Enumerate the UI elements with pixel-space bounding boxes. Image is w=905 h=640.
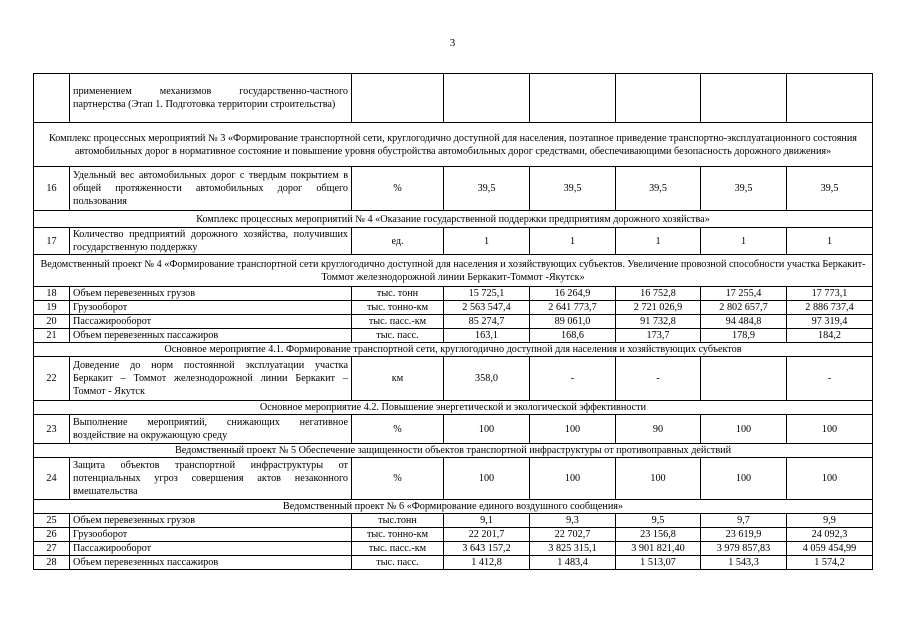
- value-cell: 100: [444, 458, 530, 500]
- value-cell: 24 092,3: [787, 528, 873, 542]
- unit-cell: тыс. тонно-км: [352, 528, 444, 542]
- section-title: Ведомственный проект № 4 «Формирование транспортной сети круглогодично доступной для населения и хозяйствующих субъектов. Увеличение провозной способности участка Беркакит-Томмот железнодорожной линии Беркакит-Томмот -Якутск»: [34, 255, 873, 287]
- value-cell: 3 825 315,1: [530, 542, 616, 556]
- indicator-name: Выполнение мероприятий, снижающих негативное воздействие на окружающую среду: [70, 415, 352, 444]
- indicator-name: применением механизмов государственно-частного партнерства (Этап 1. Подготовка территории строительства): [70, 74, 352, 123]
- row-number: 18: [34, 287, 70, 301]
- value-cell: 16 264,9: [530, 287, 616, 301]
- table-row: [34, 458, 873, 500]
- value-cell: [701, 357, 787, 401]
- value-cell: 16 752,8: [616, 287, 701, 301]
- indicator-name: Объем перевезенных пассажиров: [70, 556, 352, 570]
- value-cell: 3 979 857,83: [701, 542, 787, 556]
- row-number: 28: [34, 556, 70, 570]
- table-row: [34, 528, 873, 542]
- value-cell: 163,1: [444, 329, 530, 343]
- value-cell: 1 574,2: [787, 556, 873, 570]
- value-cell: 173,7: [616, 329, 701, 343]
- value-cell: 100: [616, 458, 701, 500]
- unit-cell: тыс. пасс.: [352, 329, 444, 343]
- indicator-name: Количество предприятий дорожного хозяйства, получивших государственную поддержку: [70, 228, 352, 255]
- row-number: 22: [34, 357, 70, 401]
- section-title: Ведомственный проект № 6 «Формирование единого воздушного сообщения»: [34, 500, 873, 514]
- unit-cell: [352, 74, 444, 123]
- value-cell: 17 255,4: [701, 287, 787, 301]
- unit-cell: км: [352, 357, 444, 401]
- value-cell: 3 643 157,2: [444, 542, 530, 556]
- value-cell: 178,9: [701, 329, 787, 343]
- indicator-name: Объем перевезенных пассажиров: [70, 329, 352, 343]
- value-cell: 23 619,9: [701, 528, 787, 542]
- value-cell: 100: [530, 458, 616, 500]
- value-cell: 39,5: [701, 167, 787, 211]
- value-cell: [701, 74, 787, 123]
- value-cell: [616, 74, 701, 123]
- value-cell: 100: [701, 415, 787, 444]
- indicator-name: Защита объектов транспортной инфраструктуры от потенциальных угроз совершения актов незаконного вмешательства: [70, 458, 352, 500]
- value-cell: 184,2: [787, 329, 873, 343]
- section-title: Основное мероприятие 4.2. Повышение энергетической и экологической эффективности: [34, 401, 873, 415]
- row-number: 26: [34, 528, 70, 542]
- value-cell: 100: [787, 458, 873, 500]
- section-row: [34, 444, 873, 458]
- value-cell: 100: [444, 415, 530, 444]
- value-cell: -: [530, 357, 616, 401]
- table-row: [34, 556, 873, 570]
- table-row: [34, 301, 873, 315]
- indicator-name: Доведение до норм постоянной эксплуатации участка Беркакит – Томмот железнодорожной линии Беркакит – Томмот - Якутск: [70, 357, 352, 401]
- value-cell: 9,1: [444, 514, 530, 528]
- value-cell: 1 543,3: [701, 556, 787, 570]
- unit-cell: тыс. пасс.-км: [352, 315, 444, 329]
- table-row: [34, 329, 873, 343]
- table-row: [34, 167, 873, 211]
- value-cell: 358,0: [444, 357, 530, 401]
- value-cell: 4 059 454,99: [787, 542, 873, 556]
- value-cell: 3 901 821,40: [616, 542, 701, 556]
- value-cell: [530, 74, 616, 123]
- section-title: Ведомственный проект № 5 Обеспечение защищенности объектов транспортной инфраструктуры от противоправных действий: [34, 444, 873, 458]
- section-row: [34, 401, 873, 415]
- value-cell: 2 563 547,4: [444, 301, 530, 315]
- value-cell: 1: [701, 228, 787, 255]
- row-number: 19: [34, 301, 70, 315]
- unit-cell: %: [352, 167, 444, 211]
- value-cell: 2 802 657,7: [701, 301, 787, 315]
- value-cell: 9,7: [701, 514, 787, 528]
- table-row: [34, 287, 873, 301]
- value-cell: 39,5: [616, 167, 701, 211]
- row-number: 16: [34, 167, 70, 211]
- value-cell: 1 513,07: [616, 556, 701, 570]
- value-cell: [444, 74, 530, 123]
- value-cell: 1: [787, 228, 873, 255]
- value-cell: 1: [616, 228, 701, 255]
- table-body: [34, 74, 873, 570]
- indicator-name: Объем перевезенных грузов: [70, 287, 352, 301]
- table-row: [34, 74, 873, 123]
- value-cell: 1 412,8: [444, 556, 530, 570]
- value-cell: 100: [787, 415, 873, 444]
- value-cell: 97 319,4: [787, 315, 873, 329]
- value-cell: 9,3: [530, 514, 616, 528]
- unit-cell: тыс. пасс.-км: [352, 542, 444, 556]
- value-cell: 100: [530, 415, 616, 444]
- section-row: [34, 255, 873, 287]
- value-cell: 1: [444, 228, 530, 255]
- section-row: [34, 123, 873, 167]
- value-cell: 2 641 773,7: [530, 301, 616, 315]
- value-cell: 100: [701, 458, 787, 500]
- value-cell: 1: [530, 228, 616, 255]
- value-cell: 9,9: [787, 514, 873, 528]
- indicator-name: Пассажирооборот: [70, 542, 352, 556]
- row-number: 25: [34, 514, 70, 528]
- value-cell: 22 201,7: [444, 528, 530, 542]
- value-cell: 85 274,7: [444, 315, 530, 329]
- row-number: 23: [34, 415, 70, 444]
- indicator-name: Удельный вес автомобильных дорог с твердым покрытием в общей протяженности автомобильных дорог общего пользования: [70, 167, 352, 211]
- table-row: [34, 357, 873, 401]
- unit-cell: %: [352, 458, 444, 500]
- section-row: [34, 343, 873, 357]
- row-number: 20: [34, 315, 70, 329]
- page-number: 3: [449, 37, 456, 49]
- value-cell: [787, 74, 873, 123]
- table-row: [34, 228, 873, 255]
- section-title: Комплекс процессных мероприятий № 4 «Оказание государственной поддержки предприятиям дорожного хозяйства»: [34, 211, 873, 228]
- value-cell: 22 702,7: [530, 528, 616, 542]
- section-title: Основное мероприятие 4.1. Формирование транспортной сети, круглогодично доступной для населения и хозяйствующих субъектов: [34, 343, 873, 357]
- table-row: [34, 542, 873, 556]
- indicator-name: Пассажирооборот: [70, 315, 352, 329]
- table-row: [34, 514, 873, 528]
- row-number: [34, 74, 70, 123]
- row-number: 21: [34, 329, 70, 343]
- value-cell: 91 732,8: [616, 315, 701, 329]
- unit-cell: %: [352, 415, 444, 444]
- value-cell: 168,6: [530, 329, 616, 343]
- value-cell: 15 725,1: [444, 287, 530, 301]
- value-cell: 23 156,8: [616, 528, 701, 542]
- unit-cell: тыс. пасс.: [352, 556, 444, 570]
- row-number: 24: [34, 458, 70, 500]
- value-cell: 89 061,0: [530, 315, 616, 329]
- section-title: Комплекс процессных мероприятий № 3 «Формирование транспортной сети, круглогодично доступной для населения, поэтапное приведение транспортно-эксплуатационного состояния автомобильных дорог в нормативное состояние и повышение уровня обустройства автомобильных дорог средствами, обеспечивающими безопасность дорожного движения»: [34, 123, 873, 167]
- indicator-name: Объем перевезенных грузов: [70, 514, 352, 528]
- table-row: [34, 315, 873, 329]
- value-cell: 2 721 026,9: [616, 301, 701, 315]
- value-cell: 17 773,1: [787, 287, 873, 301]
- value-cell: -: [787, 357, 873, 401]
- value-cell: -: [616, 357, 701, 401]
- indicator-name: Грузооборот: [70, 301, 352, 315]
- section-row: [34, 211, 873, 228]
- unit-cell: тыс.тонн: [352, 514, 444, 528]
- unit-cell: тыс. тонн: [352, 287, 444, 301]
- section-row: [34, 500, 873, 514]
- table-row: [34, 415, 873, 444]
- value-cell: 1 483,4: [530, 556, 616, 570]
- value-cell: 2 886 737,4: [787, 301, 873, 315]
- value-cell: 39,5: [530, 167, 616, 211]
- row-number: 17: [34, 228, 70, 255]
- value-cell: 9,5: [616, 514, 701, 528]
- unit-cell: ед.: [352, 228, 444, 255]
- value-cell: 90: [616, 415, 701, 444]
- row-number: 27: [34, 542, 70, 556]
- value-cell: 39,5: [444, 167, 530, 211]
- value-cell: 39,5: [787, 167, 873, 211]
- indicators-table: [33, 73, 873, 570]
- value-cell: 94 484,8: [701, 315, 787, 329]
- unit-cell: тыс. тонно-км: [352, 301, 444, 315]
- indicator-name: Грузооборот: [70, 528, 352, 542]
